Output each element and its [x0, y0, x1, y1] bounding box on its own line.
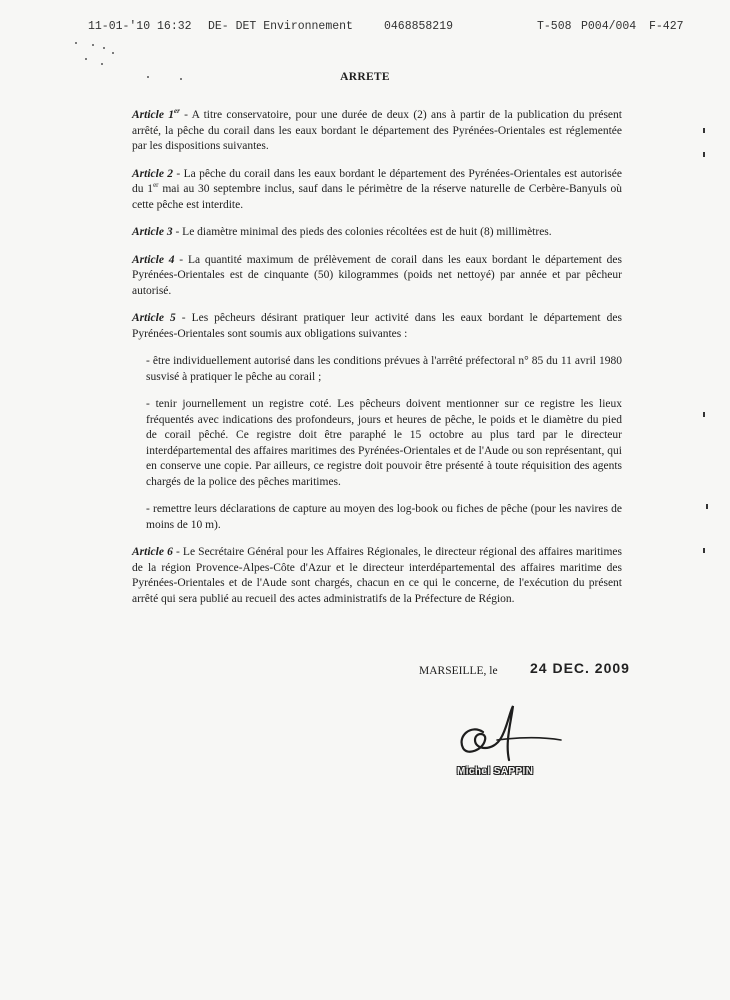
document-body: [132, 108, 622, 619]
fax-pages: P004/004: [581, 20, 637, 33]
article-text: Le diamètre minimal des pieds des colonies récoltées est de huit (8) millimètres.: [182, 226, 552, 238]
fax-datetime: 11-01-'10 16:32: [88, 20, 192, 33]
article-text: mai au 30 septembre inclus, sauf dans le périmètre de la réserve naturelle de Cerbère-Banyuls où cette pêche est interdite.: [132, 183, 622, 211]
article-label: Article 2: [132, 167, 174, 180]
article-label-sup: er: [173, 107, 180, 116]
fax-sender: DE- DET Environnement: [208, 20, 353, 33]
article-1: Article 1er - A titre conservatoire, pour une durée de deux (2) ans à partir de la publication du présent arrêté, la pêche du corail dans les eaux bordant le département des Pyrénées-Orientales est réglementée par les dispositions suivantes.: [132, 107, 622, 152]
article-5: Article 5 - Les pêcheurs désirant pratiquer leur activité dans les eaux bordant le département des Pyrénées-Orientales sont soumis aux obligations suivantes :: [132, 312, 622, 340]
place-line: MARSEILLE, le: [419, 665, 498, 677]
article-text: Le Secrétaire Général pour les Affaires Régionales, le directeur régional des affaires maritimes de la région Provence-Alpes-Côte d'Azur et le directeur interdépartemental des affaires maritime des Pyrénées-Orientales et de l'Aude sont chargés, chacun en ce qui le concerne, de l'exécution du présent arrêté qui sera publié au recueil des actes administratifs de la Préfecture de Région.: [132, 546, 622, 605]
article-text-sup: er: [153, 181, 159, 190]
fax-ref: T-508: [537, 20, 572, 33]
document-title: ARRETE: [340, 71, 390, 83]
fax-code: F-427: [649, 20, 684, 33]
article-text: La quantité maximum de prélèvement de corail dans les eaux bordant le département des Pyrénées-Orientales est de cinquante (50) kilogrammes (poids net nettoyé) par année et par pêcheur autorisé.: [132, 253, 622, 297]
obligation-item: - être individuellement autorisé dans les conditions prévues à l'arrêté préfectoral n° 85 du 11 avril 1980 susvisé à pratiquer le pêche au corail ;: [146, 355, 622, 383]
article-2: Article 2 - La pêche du corail dans les eaux bordant le département des Pyrénées-Orientales est autorisée du 1er mai au 30 septembre inclus, sauf dans le périmètre de la réserve naturelle de Cerbère-Banyuls où cette pêche est interdite.: [132, 167, 622, 211]
article-6: Article 6 - Le Secrétaire Général pour les Affaires Régionales, le directeur régional des affaires maritimes de la région Provence-Alpes-Côte d'Azur et le directeur interdépartemental des affaires maritime des Pyrénées-Orientales et de l'Aude sont chargés, chacun en ce qui le concerne, de l'exécution du présent arrêté qui sera publié au recueil des actes administratifs de la Préfecture de Région.: [132, 546, 622, 605]
obligation-item: - remettre leurs déclarations de capture au moyen des log-book ou fiches de pêche (pour les navires de moins de 10 m).: [146, 503, 622, 531]
article-label: Article 5: [132, 312, 176, 324]
article-label: Article 6: [132, 546, 173, 558]
article-text: Les pêcheurs désirant pratiquer leur activité dans les eaux bordant le département des Pyrénées-Orientales sont soumis aux obligations suivantes :: [132, 312, 622, 340]
article-text: La pêche du corail dans les eaux bordant le département des Pyrénées-Orientales est autorisée du 1: [132, 167, 622, 195]
article-label: Article 3: [132, 226, 173, 238]
article-3: Article 3 - Le diamètre minimal des pieds des colonies récoltées est de huit (8) millimètres.: [132, 226, 552, 238]
signature: [453, 702, 563, 764]
article-label: Article 4: [132, 253, 175, 266]
article-4: Article 4 - La quantité maximum de prélèvement de corail dans les eaux bordant le département des Pyrénées-Orientales est de cinquante (50) kilogrammes (poids net nettoyé) par année et par pêcheur autorisé.: [132, 253, 622, 297]
article-text: A titre conservatoire, pour une durée de deux (2) ans à partir de la publication du présent arrêté, la pêche du corail dans les eaux bordant le département des Pyrénées-Orientales est réglementée par les dispositions suivantes.: [132, 109, 622, 152]
fax-phone: 0468858219: [384, 20, 454, 33]
article-label: Article 1: [132, 109, 174, 121]
obligation-item: - tenir journellement un registre coté. Les pêcheurs doivent mentionner sur ce registre les lieux fréquentés avec indications des profondeurs, jours et heures de pêche, le poids et le diamètre du pied de corail pêché. Ce registre doit être paraphé le 15 octobre au plus tard par le directeur interdépartemental des affaires maritimes des Pyrénées-Orientales et de l'Aude ou son représentant, qui en conserve une copie. Par ailleurs, ce registre doit pouvoir être présenté à toute réquisition des agents chargés de la police des pêches maritimes.: [146, 398, 622, 488]
date-stamp: 24 DEC. 2009: [530, 660, 630, 676]
signer-name: Michel SAPPIN: [457, 766, 534, 777]
